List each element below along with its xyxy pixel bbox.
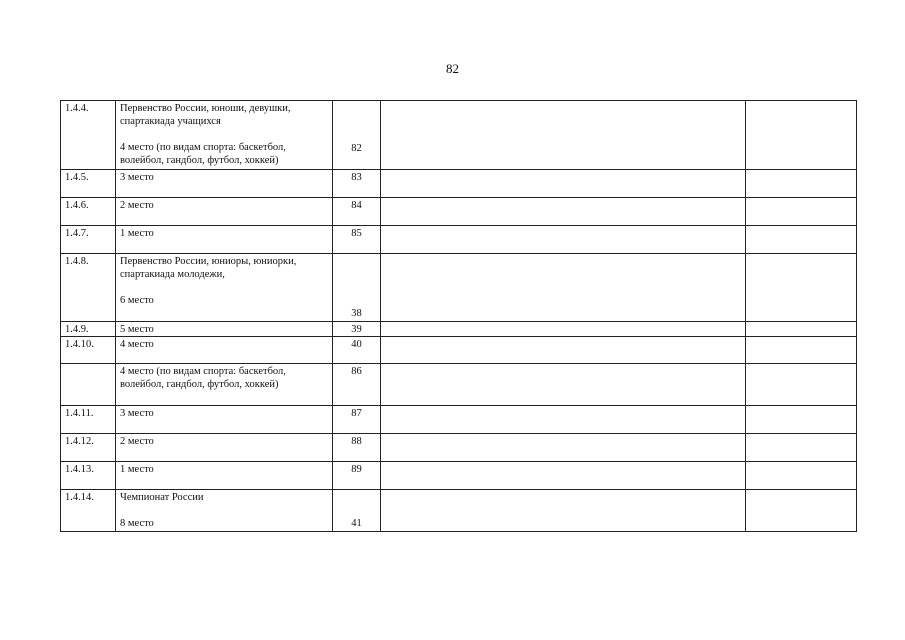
table-row: [61, 254, 857, 322]
empty-cell-wide: [381, 490, 746, 532]
competition-name: [116, 462, 333, 490]
table-body: [61, 101, 857, 532]
empty-cell-narrow: [746, 170, 857, 198]
row-number: 1.4.8.: [61, 254, 116, 322]
competition-name: [116, 337, 333, 364]
competition-name-line: спартакиада учащихся: [120, 116, 221, 127]
points-cell: [333, 170, 381, 198]
competition-name-line: Чемпионат России: [120, 492, 204, 503]
empty-cell-wide: [381, 406, 746, 434]
empty-cell-narrow: [746, 406, 857, 434]
place-line: 8 место: [120, 518, 154, 529]
competition-name: [116, 170, 333, 198]
empty-cell-wide: [381, 434, 746, 462]
points-value: 41: [351, 518, 362, 529]
points-value: 87: [351, 408, 362, 419]
table-row: [61, 322, 857, 337]
empty-cell-narrow: [746, 434, 857, 462]
table-row: [61, 434, 857, 462]
table-row: [61, 462, 857, 490]
points-value: 84: [351, 200, 362, 211]
table-row: [61, 364, 857, 406]
points-value: 86: [351, 366, 362, 377]
empty-cell-wide: [381, 170, 746, 198]
points-value: 89: [351, 464, 362, 475]
points-value: 88: [351, 436, 362, 447]
competition-name-line: 1 место: [120, 464, 154, 475]
points-cell: [333, 490, 381, 532]
competition-name-line: 3 место: [120, 172, 154, 183]
competition-name-line: Первенство России, юниоры, юниорки,: [120, 256, 297, 267]
points-value: 83: [351, 172, 362, 183]
row-number: 1.4.10.: [61, 337, 116, 364]
row-number: 1.4.14.: [61, 490, 116, 532]
competition-name-line: 5 место: [120, 324, 154, 335]
empty-cell-narrow: [746, 254, 857, 322]
competition-name-line: 3 место: [120, 408, 154, 419]
empty-cell-narrow: [746, 198, 857, 226]
place-line: волейбол, гандбол, футбол, хоккей): [120, 155, 279, 166]
competition-name-line: 2 место: [120, 200, 154, 211]
empty-cell-wide: [381, 364, 746, 406]
empty-cell-wide: [381, 322, 746, 337]
table-row: [61, 406, 857, 434]
competition-name: [116, 406, 333, 434]
points-cell: [333, 101, 381, 170]
table-row: [61, 101, 857, 170]
row-number: 1.4.4.: [61, 101, 116, 170]
competition-name-line: Первенство России, юноши, девушки,: [120, 103, 291, 114]
competition-name: [116, 254, 333, 322]
place-line: 6 место: [120, 295, 154, 306]
points-cell: [333, 198, 381, 226]
points-value: 82: [351, 143, 362, 154]
empty-cell-wide: [381, 337, 746, 364]
empty-cell-narrow: [746, 226, 857, 254]
row-number: 1.4.6.: [61, 198, 116, 226]
table-row: [61, 170, 857, 198]
competition-name: [116, 490, 333, 532]
row-number: 1.4.7.: [61, 226, 116, 254]
competition-name-line: 4 место: [120, 339, 154, 350]
points-cell: [333, 406, 381, 434]
competition-name-line: волейбол, гандбол, футбол, хоккей): [120, 379, 279, 390]
competition-name-line: 2 место: [120, 436, 154, 447]
empty-cell-narrow: [746, 462, 857, 490]
competition-name: [116, 364, 333, 406]
competition-name-line: 1 место: [120, 228, 154, 239]
points-cell: [333, 226, 381, 254]
row-number: 1.4.13.: [61, 462, 116, 490]
sports-ranking-table: [60, 100, 857, 532]
points-cell: [333, 462, 381, 490]
points-value: 40: [351, 339, 362, 350]
competition-name: [116, 322, 333, 337]
points-cell: [333, 254, 381, 322]
competition-name: [116, 198, 333, 226]
empty-cell-narrow: [746, 322, 857, 337]
page-number: 82: [446, 61, 459, 76]
empty-cell-wide: [381, 198, 746, 226]
row-number: 1.4.11.: [61, 406, 116, 434]
table-row: [61, 337, 857, 364]
empty-cell-narrow: [746, 364, 857, 406]
empty-cell-wide: [381, 226, 746, 254]
points-cell: [333, 434, 381, 462]
competition-name: [116, 434, 333, 462]
points-cell: [333, 322, 381, 337]
empty-cell-narrow: [746, 101, 857, 170]
points-value: 85: [351, 228, 362, 239]
competition-name: [116, 101, 333, 170]
points-cell: [333, 364, 381, 406]
empty-cell-narrow: [746, 490, 857, 532]
competition-name-line: спартакиада молодежи,: [120, 269, 225, 280]
empty-cell-wide: [381, 101, 746, 170]
table-row: [61, 226, 857, 254]
row-number: 1.4.9.: [61, 322, 116, 337]
row-number: [61, 364, 116, 406]
row-number: 1.4.5.: [61, 170, 116, 198]
competition-name-line: 4 место (по видам спорта: баскетбол,: [120, 366, 286, 377]
table-row: [61, 490, 857, 532]
empty-cell-narrow: [746, 337, 857, 364]
table-row: [61, 198, 857, 226]
empty-cell-wide: [381, 462, 746, 490]
points-cell: [333, 337, 381, 364]
points-value: 39: [351, 324, 362, 335]
row-number: 1.4.12.: [61, 434, 116, 462]
empty-cell-wide: [381, 254, 746, 322]
competition-name: [116, 226, 333, 254]
place-line: 4 место (по видам спорта: баскетбол,: [120, 142, 286, 153]
points-value: 38: [351, 308, 362, 319]
